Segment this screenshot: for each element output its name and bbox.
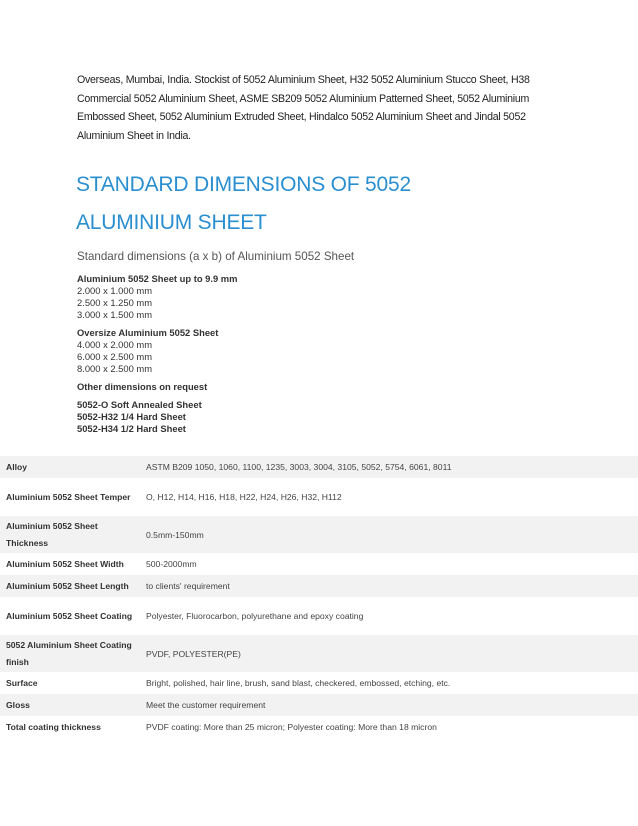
- temper-item: 5052-O Soft Annealed Sheet: [77, 399, 202, 410]
- size-line: 8.000 x 2.500 mm: [77, 363, 153, 374]
- specification-table: [0, 456, 638, 738]
- oversize-group: [77, 327, 477, 375]
- table-row: [0, 694, 638, 716]
- row-label: Total coating thickness: [6, 721, 101, 732]
- row-label: Aluminium 5052 Sheet Width: [6, 558, 124, 569]
- row-value: ASTM B209 1050, 1060, 1100, 1235, 3003, 3004, 3105, 5052, 5754, 6061, 8011: [140, 456, 638, 478]
- row-value: Meet the customer requirement: [140, 694, 638, 716]
- row-value: PVDF coating: More than 25 micron; Polyester coating: More than 18 micron: [146, 722, 437, 732]
- row-value: 0.5mm-150mm: [140, 516, 638, 553]
- dimension-blocks: [77, 273, 477, 441]
- size-line: 2.500 x 1.250 mm: [77, 297, 153, 308]
- row-label: Aluminium 5052 Sheet Length: [0, 575, 140, 597]
- size-line: 6.000 x 2.500 mm: [77, 351, 153, 362]
- other-dimensions-note: Other dimensions on request: [77, 381, 208, 392]
- table-row: [0, 716, 638, 738]
- standard-size-group: [77, 273, 477, 321]
- row-value: 500-2000mm: [146, 559, 197, 569]
- table-row: [0, 635, 638, 672]
- temper-item: 5052-H32 1/4 Hard Sheet: [77, 411, 186, 422]
- table-row: [0, 597, 638, 635]
- row-label: Aluminium 5052 Sheet Thickness: [0, 516, 140, 553]
- table-row: [0, 456, 638, 478]
- row-value: to clients' requirement: [140, 575, 638, 597]
- row-label: 5052 Aluminium Sheet Coating finish: [0, 635, 140, 672]
- row-label: Surface: [6, 677, 38, 688]
- table-row: [0, 478, 638, 516]
- table-row: [0, 575, 638, 597]
- dimensions-subheading: Standard dimensions (a x b) of Aluminium 5052 Sheet: [77, 250, 355, 263]
- group-title: Oversize Aluminium 5052 Sheet: [77, 327, 219, 338]
- table-row: [0, 516, 638, 553]
- row-value: O, H12, H14, H16, H18, H22, H24, H26, H32, H112: [146, 492, 342, 502]
- row-value: Bright, polished, hair line, brush, sand blast, checkered, embossed, etching, etc.: [146, 678, 451, 688]
- size-line: 3.000 x 1.500 mm: [77, 309, 153, 320]
- row-label: Alloy: [0, 456, 140, 478]
- temper-item: 5052-H34 1/2 Hard Sheet: [77, 423, 186, 434]
- section-heading-line-1: STANDARD DIMENSIONS OF 5052: [76, 173, 411, 196]
- temper-list: [77, 399, 477, 435]
- row-label: Gloss: [0, 694, 140, 716]
- intro-paragraph: Overseas, Mumbai, India. Stockist of 5052 Aluminium Sheet, H32 5052 Aluminium Stucco Sheet, H38 Commercial 5052 Aluminium Sheet, ASME SB209 5052 Aluminium Patterned Sheet, 5052 Aluminium Embossed Sheet, 5052 Aluminium Extruded Sheet, Hindalco 5052 Aluminium Sheet and Jindal 5052 Aluminium Sheet in India.: [77, 74, 530, 142]
- row-label: Aluminium 5052 Sheet Temper: [6, 491, 131, 502]
- section-heading: [76, 166, 556, 242]
- row-value: Polyester, Fluorocarbon, polyurethane and epoxy coating: [146, 611, 364, 621]
- size-line: 2.000 x 1.000 mm: [77, 285, 153, 296]
- row-label: Aluminium 5052 Sheet Coating: [6, 610, 133, 621]
- size-line: 4.000 x 2.000 mm: [77, 339, 153, 350]
- group-title: Aluminium 5052 Sheet up to 9.9 mm: [77, 273, 238, 284]
- row-value: PVDF, POLYESTER(PE): [140, 635, 638, 672]
- section-heading-line-2: ALUMINIUM SHEET: [76, 211, 267, 234]
- table-row: [0, 553, 638, 575]
- table-row: [0, 672, 638, 694]
